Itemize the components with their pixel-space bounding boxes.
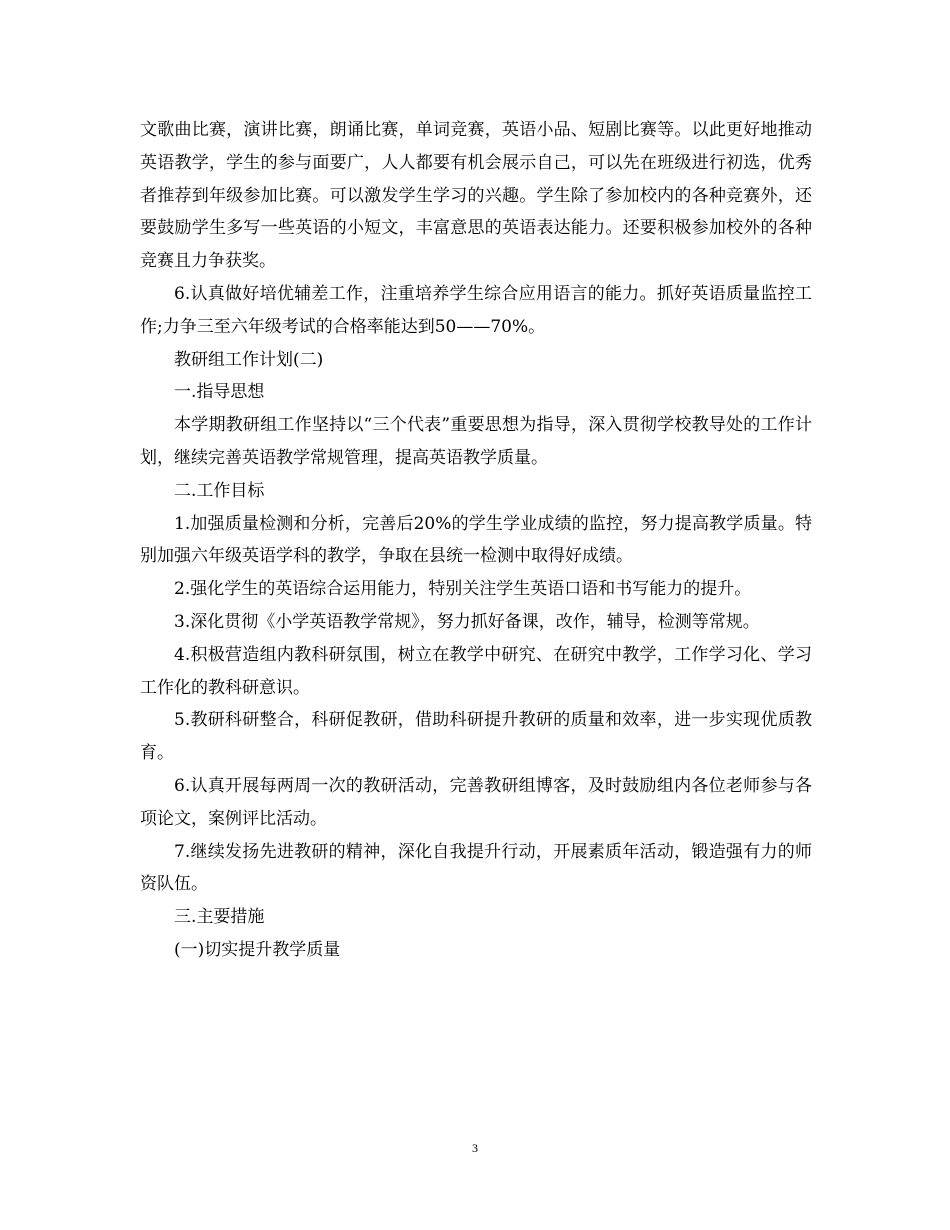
paragraph-goal-6: 6.认真开展每两周一次的教研活动，完善教研组博客，及时鼓励组内各位老师参与各项论文，案例评比活动。 bbox=[140, 775, 812, 829]
paragraph-goal-3: 3.深化贯彻《小学英语教学常规》，努力抓好备课，改作，辅导，检测等常规。 bbox=[174, 611, 760, 632]
heading-main-measures: 三.主要措施 bbox=[174, 907, 265, 928]
paragraph-goal-7: 7.继续发扬先进教研的精神，深化自我提升行动，开展素质年活动，锻造强有力的师资队伍。 bbox=[140, 841, 812, 895]
heading-guiding-ideology: 一.指导思想 bbox=[174, 382, 265, 403]
paragraph-goal-2: 2.强化学生的英语综合运用能力，特别关注学生英语口语和书写能力的提升。 bbox=[174, 579, 752, 600]
paragraph-guiding-ideology: 本学期教研组工作坚持以“三个代表”重要思想为指导，深入贯彻学校教导处的工作计划，继续完善英语教学常规管理，提高英语教学质量。 bbox=[140, 415, 812, 468]
document-body bbox=[140, 114, 812, 967]
section-title-plan-two: 教研组工作计划(二) bbox=[174, 349, 324, 370]
page-number: 3 bbox=[472, 1141, 478, 1155]
paragraph-item-6-tutoring: 6.认真做好培优辅差工作，注重培养学生综合应用语言的能力。抓好英语质量监控工作;力争三至六年级考试的合格率能达到50——70%。 bbox=[140, 283, 812, 337]
paragraph-goal-1: 1.加强质量检测和分析，完善后20%的学生学业成绩的监控，努力提高教学质量。特别加强六年级英语学科的教学，争取在县统一检测中取得好成绩。 bbox=[140, 513, 812, 567]
paragraph-goal-5: 5.教研科研整合，科研促教研，借助科研提升教研的质量和效率，进一步实现优质教育。 bbox=[140, 710, 812, 764]
paragraph-goal-4: 4.积极营造组内教科研氛围，树立在教学中研究、在研究中教学，工作学习化、学习工作化的教科研意识。 bbox=[140, 644, 812, 698]
paragraph-competitions: 文歌曲比赛，演讲比赛，朗诵比赛，单词竞赛，英语小品、短剧比赛等。以此更好地推动英语教学，学生的参与面要广，人人都要有机会展示自己，可以先在班级进行初选，优秀者推荐到年级参加比赛。可以激发学生学习的兴趣。学生除了参加校内的各种竞赛外，还要鼓励学生多写一些英语的小短文，丰富意思的英语表达能力。还要积极参加校外的各种竞赛且力争获奖。 bbox=[140, 120, 812, 272]
heading-work-goals: 二.工作目标 bbox=[174, 480, 265, 501]
heading-improve-quality: (一)切实提升教学质量 bbox=[174, 939, 341, 960]
